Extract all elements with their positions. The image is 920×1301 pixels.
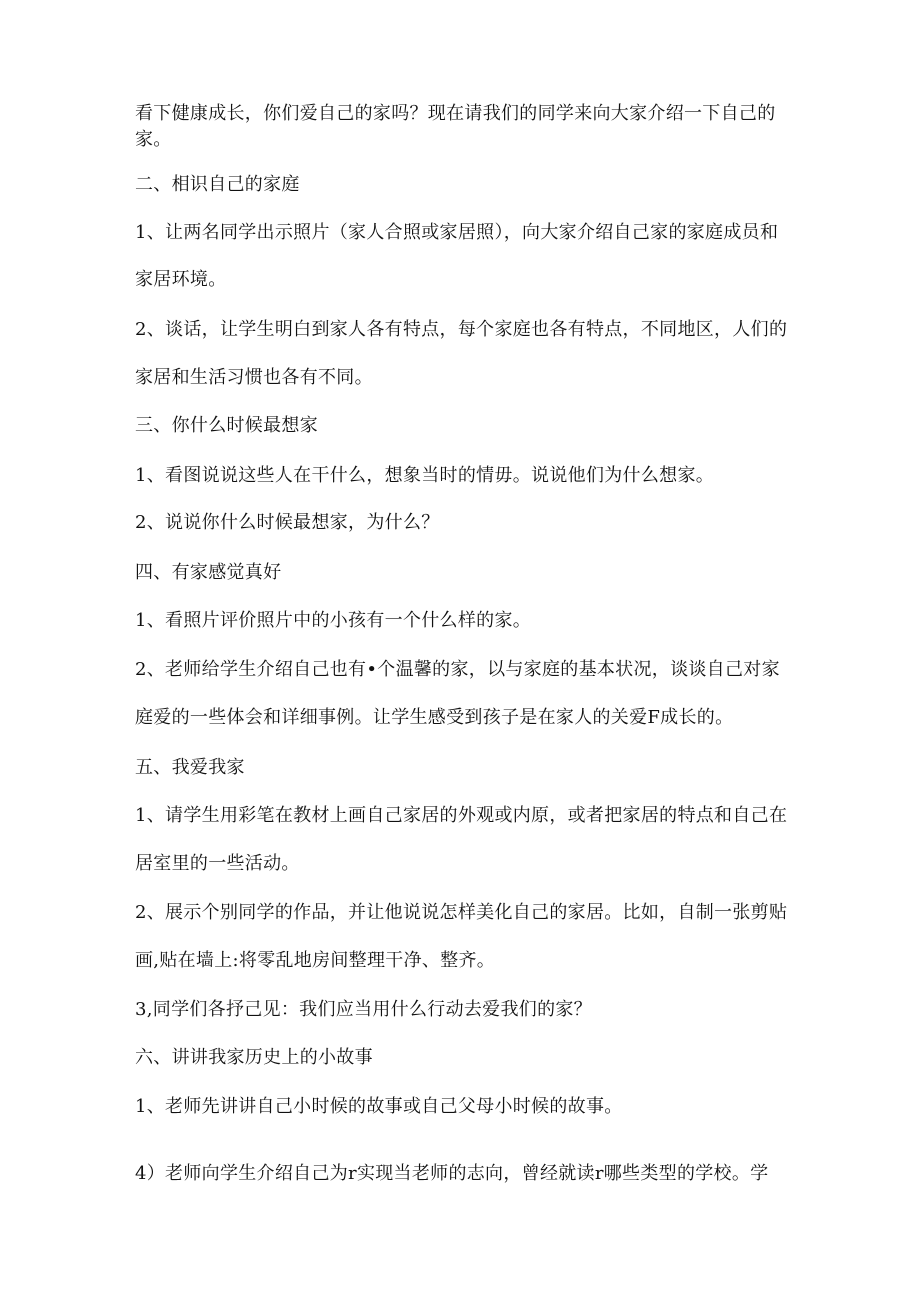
paragraph-line-18: 2、展示个别同学的作品，并让他说说怎样美化自己的家居。比如，自制一张剪贴 xyxy=(135,902,788,923)
section-heading-3: 三、你什么时候最想家 xyxy=(135,415,318,436)
section-heading-5: 五、我爱我家 xyxy=(135,757,245,778)
section-heading-6: 六、讲讲我家历史上的小故事 xyxy=(135,1047,373,1068)
paragraph-line-9: 1、看图说说这些人在干什么，想象当时的情毋。说说他们为什么想家。 xyxy=(135,465,715,486)
paragraph-line-16: 1、请学生用彩笔在教材上画自己家居的外观或内原，或者把家居的特点和自己在 xyxy=(135,805,788,826)
paragraph-line-22: 1、老师先讲讲自己小时候的故事或自己父母小时候的故事。 xyxy=(135,1096,623,1117)
paragraph-line-14: 庭爱的一些体会和详细事例。让学生感受到孩子是在家人的关爱F成长的。 xyxy=(135,707,734,728)
section-heading-4: 四、有家感觉真好 xyxy=(135,562,282,583)
paragraph-line-12: 1、看照片评价照片中的小孩有一个什么样的家。 xyxy=(135,610,532,631)
paragraph-line-23: 4）老师向学生介绍自己为r实现当老师的志向，曾经就读r哪些类型的学校。学 xyxy=(135,1163,769,1184)
paragraph-line-10: 2、说说你什么时候最想家，为什么？ xyxy=(135,512,440,533)
paragraph-line-1: 看下健康成长，你们爱自己的家吗？现在请我们的同学来向大家介绍一下自己的 xyxy=(135,103,776,124)
paragraph-line-6: 2、谈话，让学生明白到家人各有特点，每个家庭也各有特点，不同地区，人们的 xyxy=(135,319,788,340)
paragraph-line-17: 居室里的一些活动。 xyxy=(135,853,300,874)
paragraph-line-7: 家居和生活习惯也各有不同。 xyxy=(135,367,373,388)
paragraph-line-19: 画,贴在墙上:将零乱地房间整理干净、整齐。 xyxy=(135,950,496,971)
paragraph-line-13: 2、老师给学生介绍自己也有•个温馨的家，以与家庭的基本状况，谈谈自己对家 xyxy=(135,659,780,680)
section-heading-2: 二、相识自己的家庭 xyxy=(135,174,300,195)
paragraph-line-4: 1、让两名同学出示照片（家人合照或家居照），向大家介绍自己家的家庭成员和 xyxy=(135,222,779,243)
paragraph-line-5: 家居环境。 xyxy=(135,269,227,290)
paragraph-line-2: 家。 xyxy=(135,129,172,150)
paragraph-line-20: 3,同学们各抒己见：我们应当用什么行动去爱我们的家？ xyxy=(135,999,592,1020)
